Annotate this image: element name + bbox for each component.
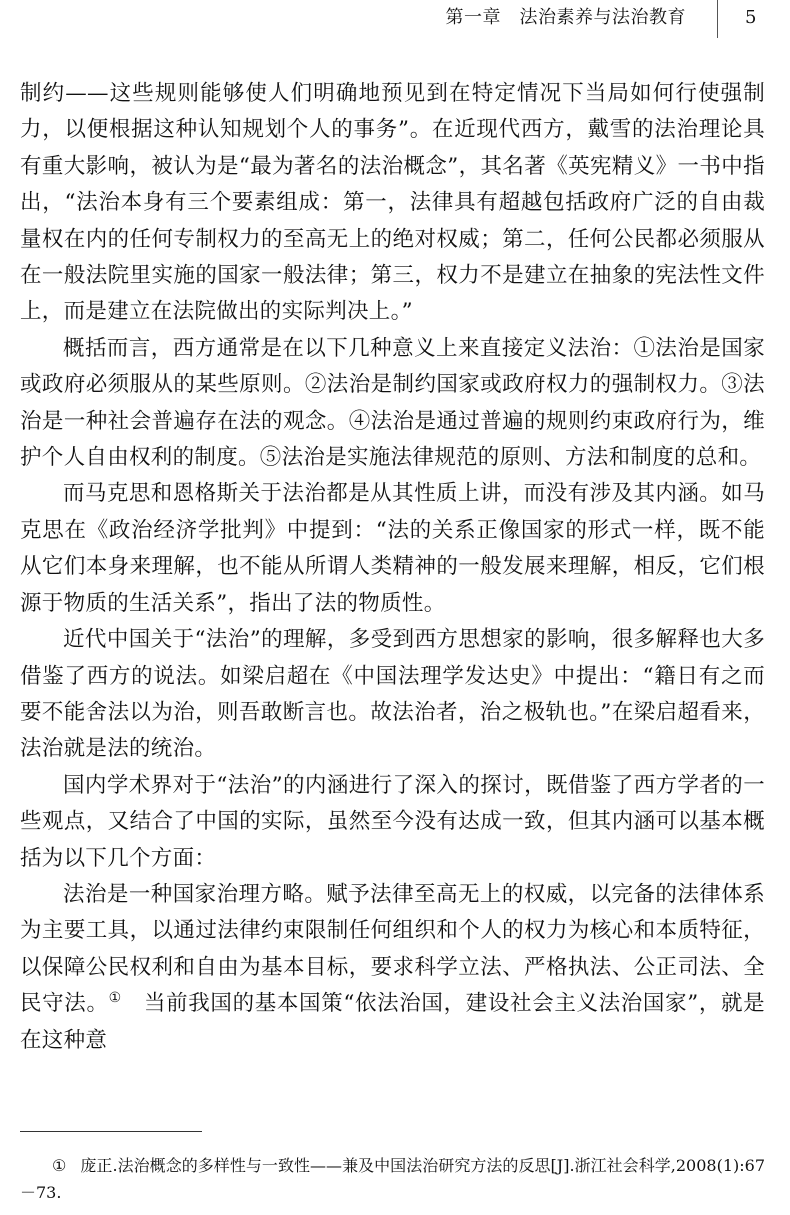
footnote xyxy=(20,1152,765,1206)
footnote-text: 庞正.法治概念的多样性与一致性——兼及中国法治研究方法的反思[J].浙江社会科学,2008(1):67－73. xyxy=(20,1156,766,1202)
paragraph: 国内学术界对于“法治”的内涵进行了深入的探讨，既借鉴了西方学者的一些观点，又结合了中国的实际，虽然至今没有达成一致，但其内涵可以基本概括为以下几个方面： xyxy=(20,772,765,871)
paragraph: 而马克思和恩格斯关于法治都是从其性质上讲，而没有涉及其内涵。如马克思在《政治经济学批判》中提到：“法的关系正像国家的形式一样，既不能从它们本身来理解，也不能从所谓人类精神的一般发展来理解，相反，它们根源于物质的生活关系”，指出了法的物质性。 xyxy=(20,481,765,616)
main-text xyxy=(20,76,765,1059)
page-number: 5 xyxy=(745,7,757,28)
header-divider xyxy=(717,0,718,38)
paragraph: 概括而言，西方通常是在以下几种意义上来直接定义法治：①法治是国家或政府必须服从的某些原则。②法治是制约国家或政府权力的强制权力。③法治是一种社会普遍存在法的观念。④法治是通过普遍的规则约束政府行为，维护个人自由权利的制度。⑤法治是实施法律规范的原则、方法和制度的总和。 xyxy=(20,335,765,471)
footnote-reference[interactable]: ① xyxy=(108,990,122,1006)
footnote-marker: ① xyxy=(52,1156,67,1175)
paragraph: 近代中国关于“法治”的理解，多受到西方思想家的影响，很多解释也大多借鉴了西方的说法。如梁启超在《中国法理学发达史》中提出：“籍日有之而要不能舍法以为治，则吾敢断言也。故法治者，治之极轨也。”在梁启超看来，法治就是法的统治。 xyxy=(20,627,765,762)
paragraph-text: 法治是一种国家治理方略。赋予法律至高无上的权威，以完备的法律体系为主要工具，以通过法律约束限制任何组织和个人的权力为核心和本质特征，以保障公民权利和自由为基本目标，要求科学立法、严格执法、公正司法、全民守法。 xyxy=(20,881,765,1017)
chapter-title: 第一章 法治素养与法治教育 xyxy=(445,7,686,28)
running-header xyxy=(0,6,790,30)
paragraph-with-footnote xyxy=(20,877,765,1059)
paragraph-text: 当前我国的基本国策“依法治国，建设社会主义法治国家”，就是在这种意 xyxy=(20,991,765,1053)
footnote-separator xyxy=(20,1131,202,1132)
paragraph-continued: 制约——这些规则能够使人们明确地预见到在特定情况下当局如何行使强制力，以便根据这种认知规划个人的事务”。在近现代西方，戴雪的法治理论具有重大影响，被认为是“最为著名的法治概念”，其名著《英宪精义》一书中指出，“法治本身有三个要素组成：第一，法律具有超越包括政府广泛的自由裁量权在内的任何专制权力的至高无上的绝对权威；第二，任何公民都必须服从在一般法院里实施的国家一般法律；第三，权力不是建立在抽象的宪法性文件上，而是建立在法院做出的实际判决上。” xyxy=(20,81,765,325)
